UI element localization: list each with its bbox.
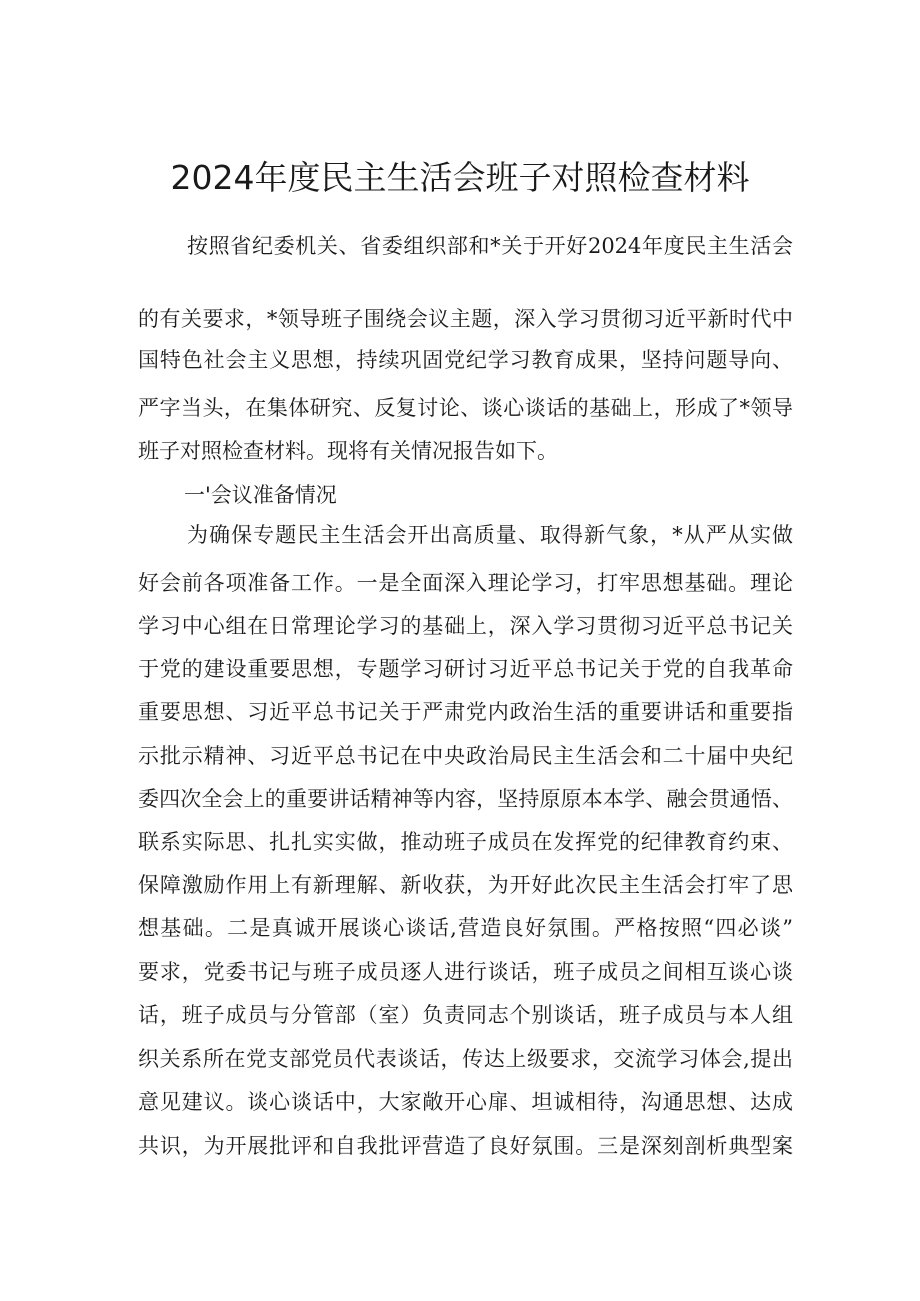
section-line-10: 想基础。二是真诚开展谈心谈话,营造良好氛围。严格按照“四必谈” [138, 916, 793, 940]
section-line-2: 好会前各项准备工作。一是全面深入理论学习，打牢思想基础。理论 [138, 571, 793, 595]
intro-line-2: 的有关要求，*领导班子围绕会议主题，深入学习贯彻习近平新时代中 [138, 307, 793, 331]
section-line-11: 要求，党委书记与班子成员逐人进行谈话，班子成员之间相互谈心谈 [138, 960, 793, 984]
document-title: 2024年度民主生活会班子对照检查材料 [170, 158, 750, 197]
section-line-9: 保障激励作用上有新理解、新收获，为开好此次民主生活会打牢了思 [138, 873, 793, 897]
section-line-6: 示批示精神、习近平总书记在中央政治局民主生活会和二十届中央纪 [138, 744, 793, 768]
intro-line-1: 按照省纪委机关、省委组织部和*关于开好2024年度民主生活会 [187, 234, 793, 258]
section-line-5: 重要思想、习近平总书记关于严肃党内政治生活的重要讲话和重要指 [138, 700, 793, 724]
section-line-4: 于党的建设重要思想，专题学习研讨习近平总书记关于党的自我革命 [138, 657, 793, 681]
section-line-13: 织关系所在党支部党员代表谈话，传达上级要求，交流学习体会,提出 [138, 1047, 793, 1071]
section-line-7: 委四次全会上的重要讲话精神等内容，坚持原原本本学、融会贯通悟、 [138, 787, 793, 811]
intro-line-3: 国特色社会主义思想，持续巩固党纪学习教育成果，坚持问题导向、 [138, 348, 793, 372]
section-heading: 一'会议准备情况 [184, 483, 337, 507]
section-line-14: 意见建议。谈心谈话中，大家敞开心扉、坦诚相待，沟通思想、达成 [138, 1090, 793, 1114]
section-line-12: 话，班子成员与分管部（室）负责同志个别谈话，班子成员与本人组 [138, 1003, 793, 1027]
intro-line-4: 严字当头，在集体研究、反复讨论、谈心谈话的基础上，形成了*领导 [138, 396, 793, 420]
section-line-15: 共识，为开展批评和自我批评营造了良好氛围。三是深刻剖析典型案 [138, 1134, 793, 1158]
section-line-3: 学习中心组在日常理论学习的基础上，深入学习贯彻习近平总书记关 [138, 614, 793, 638]
section-line-8: 联系实际思、扎扎实实做，推动班子成员在发挥党的纪律教育约束、 [138, 830, 793, 854]
section-line-1: 为确保专题民主生活会开出高质量、取得新气象，*从严从实做 [187, 523, 793, 547]
intro-line-5: 班子对照检查材料。现将有关情况报告如下。 [138, 439, 558, 463]
